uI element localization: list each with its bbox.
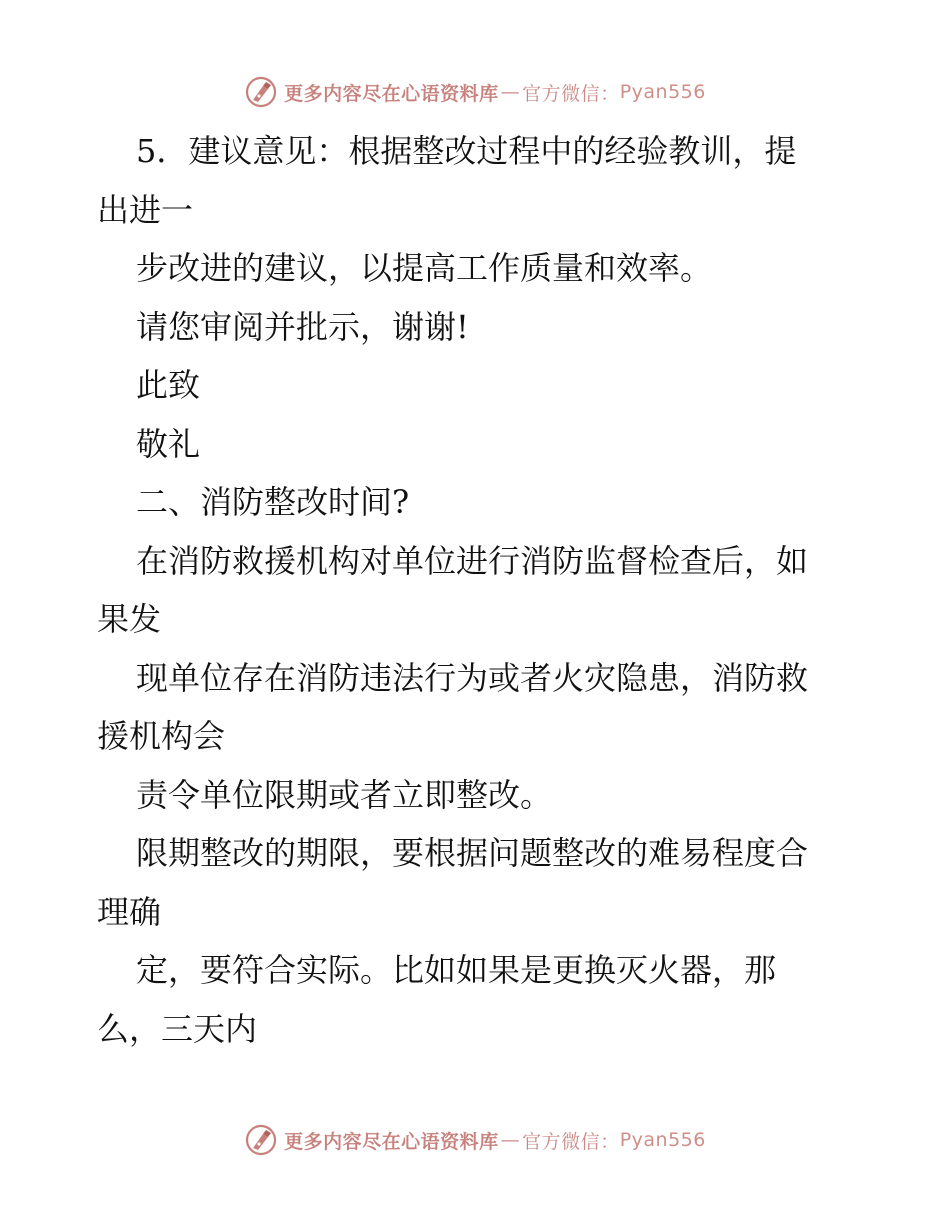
paragraph-line: 敬礼 [136, 424, 201, 463]
watermark-wechat-id: Pyan556 [619, 1129, 706, 1151]
watermark-separator: — [500, 81, 521, 103]
paragraph-line: 5．建议意见：根据整改过程中的经验教训，提 [136, 132, 797, 170]
paragraph-line: 理确 [97, 892, 162, 931]
pen-nib-circle-icon [244, 75, 278, 109]
paragraph-line: 在消防救援机构对单位进行消防监督检查后，如 [136, 541, 809, 580]
paragraph-line: 现单位存在消防违法行为或者火灾隐患，消防救 [136, 658, 809, 697]
paragraph-line: 限期整改的期限，要根据问题整改的难易程度合 [136, 834, 809, 872]
paragraph-line: 么，三天内 [97, 1009, 258, 1048]
header-watermark [0, 72, 950, 112]
paragraph-line: 果发 [97, 600, 162, 638]
watermark-main-text: 更多内容尽在心语资料库 [284, 1130, 499, 1153]
paragraph-line: 出进一 [97, 190, 194, 229]
section-heading: 二、消防整改时间? [136, 483, 410, 521]
watermark-separator: — [500, 1129, 521, 1151]
watermark-main-text: 更多内容尽在心语资料库 [284, 82, 499, 105]
watermark-sub-text: 官方微信： [522, 1130, 620, 1153]
watermark-sub-text: 官方微信： [522, 82, 620, 105]
paragraph-line: 定，要符合实际。比如如果是更换灭火器，那 [136, 951, 777, 989]
paragraph-line: 此致 [136, 366, 201, 404]
paragraph-line: 援机构会 [97, 717, 226, 755]
paragraph-line: 责令单位限期或者立即整改。 [136, 775, 553, 814]
document-body [97, 122, 857, 1058]
watermark-wechat-id: Pyan556 [619, 81, 706, 103]
paragraph-line: 步改进的建议，以提高工作质量和效率。 [136, 249, 713, 287]
pen-nib-circle-icon [244, 1123, 278, 1157]
paragraph-line: 请您审阅并批示，谢谢! [136, 307, 469, 346]
footer-watermark [0, 1120, 950, 1160]
